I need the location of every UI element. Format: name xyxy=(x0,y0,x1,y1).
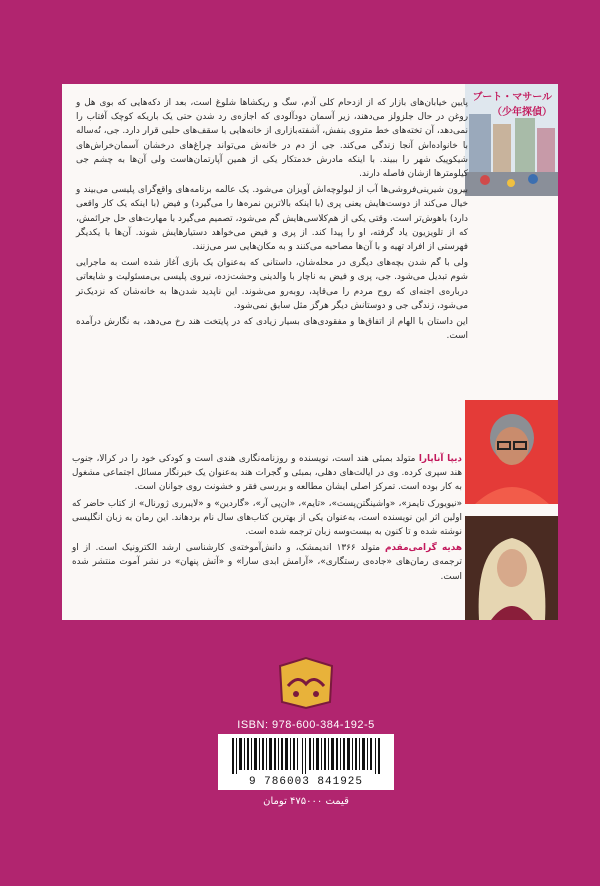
publisher-logo xyxy=(274,656,338,710)
translator-portrait-icon xyxy=(465,516,558,620)
translator-bio xyxy=(72,541,462,584)
description-paragraph: ولی با گم شدن بچه‌های دیگری در محله‌شان، داستانی که به‌عنوان یک بازی آغاز شده است به ماجرایی شوم تبدیل می‌شود. جی، پری و فیض به ناچار با والدینی وحشت‌زده، نیروی پلیسی بی‌مسئولیت و شایعاتی درباره‌ی اجنه‌ای که روح مردم را می‌قاپد، روبه‌رو می‌شوند. این ناپدید شدن‌ها به خانه‌شان که نزدیک‌تر می‌شود، زندگی جی و دوستانش دیگر هرگز مثل سابق نمی‌شود. xyxy=(76,258,468,311)
author-portrait-icon xyxy=(465,400,558,504)
barcode-bars-icon xyxy=(218,734,394,776)
book-description xyxy=(76,96,468,345)
author-praise: «نیویورک تایمز»، «واشینگتن‌پست»، «تایم»، «ان‌پی آر»، «گاردین» و «لایبرری ژورنال» از کتاب حاضر که اولین اثر این نویسنده است، به‌عنوان یکی از بهترین کتاب‌های سال نام بردهاند. این رمان به زبان انگلیسی نوشته شده و تا کنون به بیست‌وسه زبان ترجمه شده است. xyxy=(72,498,462,538)
thumbnail-title: ブート・マサール（少年探偵） xyxy=(472,92,552,118)
book-thumbnail-image xyxy=(465,84,558,196)
description-paragraph: پایین خیابان‌های بازار که از ازدحام کلی آدم، سگ و ریکشاها شلوغ است، بعد از دکه‌هایی که بوی هل و روغن در حال جلزولز می‌دهند، زیر آسمان دودآلودی که اجازه‌ی رد شدن حتی یک باریکه کوچک آفتاب را نمی‌دهد، آن تخته‌های خط متروی بنفش، آشفته‌بازاری از خانه‌هایی با سقف‌های حلبی قرار دارد. جی، نُه‌ساله با خانواده‌اش آنجا زندگی می‌کند. جی از دم در خانه‌ش می‌تواند چراغ‌های درخشان آسمان‌خراش‌های شیکوپیک شهر را ببیند. با اینکه مادرش خدمتکار یکی از همین آپارتمان‌هاست ولی آن‌ها به چشم جی کیلومترها از‌شان فاصله دارند. xyxy=(76,98,468,180)
author-bio xyxy=(72,452,462,495)
barcode-digits: 9 786003 841925 xyxy=(248,776,364,788)
description-paragraph: این داستان با الهام از اتفاق‌ها و مفقودی‌های بسیار زیادی که در پایتخت هند رخ می‌دهد، به نگارش درآمده است. xyxy=(76,317,468,342)
price-label: قیمت ۴۷۵۰۰۰ تومان xyxy=(263,796,349,807)
description-paragraph: بیرون شیرینی‌فروشی‌ها آب از لبولوچه‌اش آویزان می‌شود. یک عالمه برنامه‌های واقع‌گرای پلیسی می‌بیند و خیال می‌کند از دوست‌هایش یعنی پری (با اینکه بالاترین نمره‌ها را می‌گیرد) و فیض (با اینکه یک کار واقعی دارد) باهوش‌تر است. وقتی یکی از هم‌کلاسی‌هایش گم می‌شود، تصمیم می‌گیرد با مهارت‌های حل جرائمش، که از تلویزیون یاد گرفته، او را پیدا کند. از پری و فیض می‌خواهد دستیارهایش شوند. آن‌ها با یکدیگر فهرستی از افراد تهیه و با آن‌ها مصاحبه می‌کنند و به مکان‌هایی سر می‌زنند. xyxy=(76,185,468,253)
author-name: دیپا آناپارا xyxy=(418,454,462,464)
barcode xyxy=(218,734,394,790)
author-photo xyxy=(465,400,558,504)
publisher-logo-icon xyxy=(274,656,338,710)
author-bio-text: متولد بمبئی هند است، نویسنده و روزنامه‌نگاری هندی است و کودکی خود را در کرالا، جنوب هند سپری کرده. وی در ایالت‌های دهلی، بمبئی و گجرات هند به‌عنوان یک خبرنگار مسائل اجتماعی مشغول به کار بوده است. تمرکز اصلی ایشان مطالعه و بررسی فقر و خشونت روی جوانان است. xyxy=(72,454,462,493)
contributors-section xyxy=(72,452,462,586)
content-panel xyxy=(62,84,558,620)
translator-photo xyxy=(465,516,558,620)
translator-name: هدیه گرامی‌مقدم xyxy=(385,543,463,554)
isbn-label: ISBN: 978-600-384-192-5 xyxy=(237,719,375,731)
translator-bio-text: متولد ۱۳۶۶ اندیمشک، و دانش‌آموخته‌ی کارشناسی ارشد الکترونیک است. از او ترجمه‌ی رمان‌های «جاده‌ی رستگاری»، «آرامش ابدی سارا» و «آتش پنهان» در نشر آموت منتشر شده است. xyxy=(72,543,462,582)
